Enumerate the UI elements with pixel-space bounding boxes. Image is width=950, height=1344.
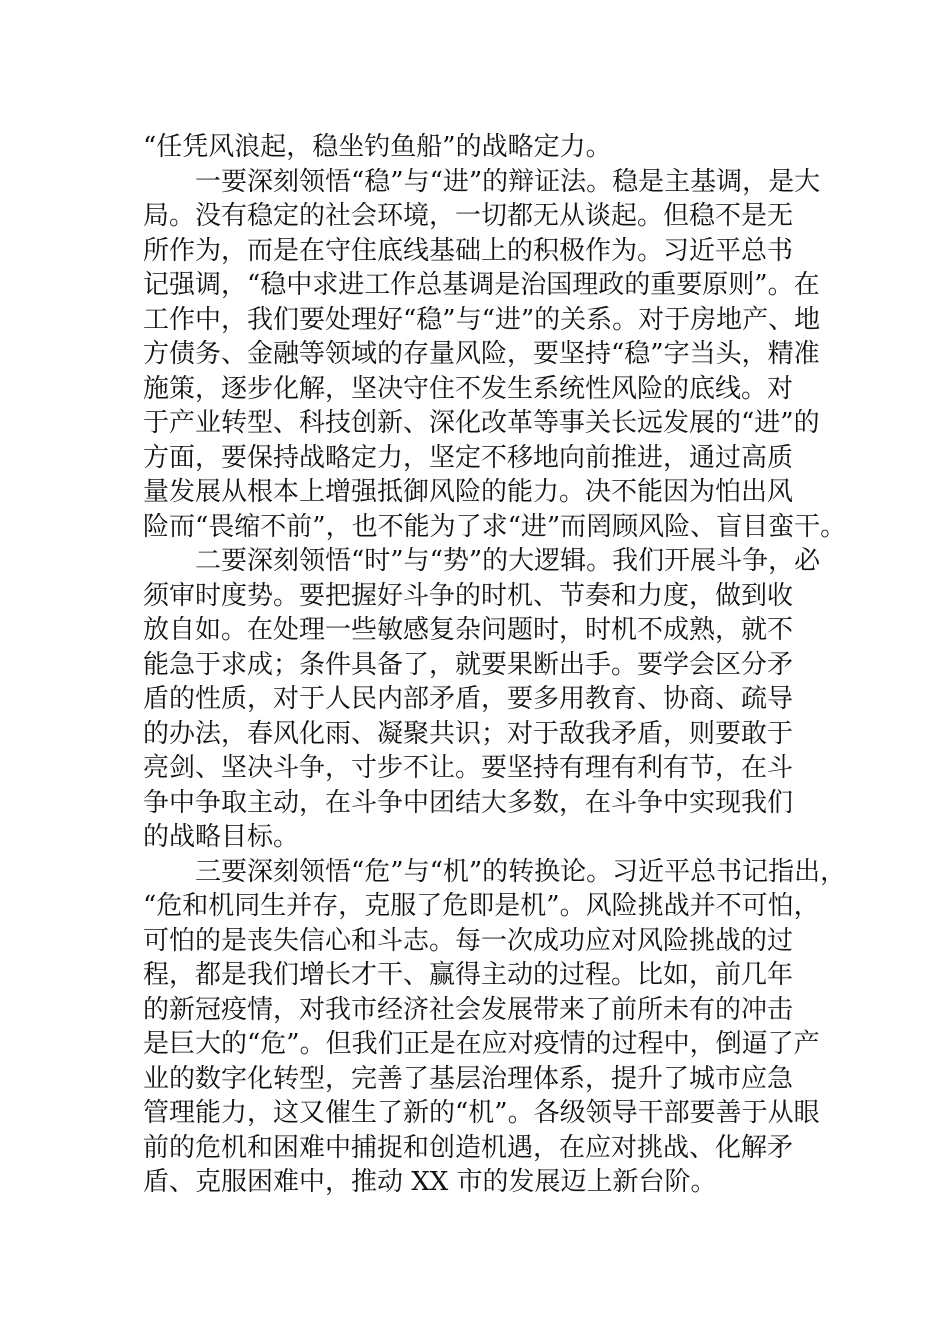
- text-line: 须审时度势。要把握好斗争的时机、节奏和力度，做到收: [143, 580, 794, 611]
- text-line: 险而“畏缩不前”，也不能为了求“进”而罔顾风险、盲目蛮干。: [143, 511, 847, 542]
- text-line: 的办法，春风化雨、凝聚共识；对于敌我矛盾，则要敢于: [143, 718, 794, 749]
- text-line: 量发展从根本上增强抵御风险的能力。决不能因为怕出风: [143, 477, 794, 507]
- paragraph-1-first-line: 一要深刻领悟“稳”与“进”的辩证法。稳是主基调，是大: [195, 166, 821, 197]
- text-line: 业的数字化转型，完善了基层治理体系，提升了城市应急: [143, 1063, 794, 1094]
- text-line: 局。没有稳定的社会环境，一切都无从谈起。但稳不是无: [143, 201, 794, 231]
- text-line: 可怕的是丧失信心和斗志。每一次成功应对风险挑战的过: [143, 925, 794, 956]
- text-line: 争中争取主动，在斗争中团结大多数，在斗争中实现我们: [143, 787, 794, 818]
- text-line: 记强调，“稳中求进工作总基调是治国理政的重要原则”。在: [143, 270, 820, 300]
- text-line: 亮剑、坚决斗争，寸步不让。要坚持有理有利有节，在斗: [143, 753, 794, 783]
- text-line: “危和机同生并存，克服了危即是机”。风险挑战并不可怕，: [143, 891, 820, 921]
- text-line: 所作为，而是在守住底线基础上的积极作为。习近平总书: [143, 235, 794, 266]
- text-line: 管理能力，这又催生了新的“机”。各级领导干部要善于从眼: [143, 1098, 820, 1128]
- text-line: 能急于求成；条件具备了，就要果断出手。要学会区分矛: [143, 649, 794, 680]
- text-line: 的战略目标。: [143, 822, 300, 852]
- text-line: 方债务、金融等领域的存量风险，要坚持“稳”字当头，精准: [143, 339, 820, 369]
- text-line: 是巨大的“危”。但我们正是在应对疫情的过程中，倒逼了产: [143, 1029, 820, 1059]
- text-line: 前的危机和困难中捕捉和创造机遇，在应对挑战、化解矛: [143, 1132, 794, 1163]
- text-line: 于产业转型、科技创新、深化改革等事关长远发展的“进”的: [143, 408, 820, 438]
- text-line: 放自如。在处理一些敏感复杂问题时，时机不成熟，就不: [143, 615, 794, 645]
- text-line: 施策，逐步化解，坚决守住不发生系统性风险的底线。对: [143, 373, 794, 404]
- text-line: 盾的性质，对于人民内部矛盾，要多用教育、协商、疏导: [143, 684, 794, 714]
- paragraph-3-first-line: 三要深刻领悟“危”与“机”的转换论。习近平总书记指出，: [195, 856, 847, 887]
- paragraph-2-first-line: 二要深刻领悟“时”与“势”的大逻辑。我们开展斗争，必: [195, 546, 821, 576]
- text-line: 方面，要保持战略定力，坚定不移地向前推进，通过高质: [143, 442, 794, 473]
- document-body: [143, 130, 847, 1200]
- text-line: 工作中，我们要处理好“稳”与“进”的关系。对于房地产、地: [143, 304, 821, 335]
- text-line: 盾、克服困难中，推动 XX 市的发展迈上新台阶。: [143, 1167, 717, 1197]
- text-line: 程，都是我们增长才干、赢得主动的过程。比如，前几年: [143, 960, 794, 990]
- text-line: “任凭风浪起，稳坐钓鱼船”的战略定力。: [143, 132, 612, 162]
- text-line: 的新冠疫情，对我市经济社会发展带来了前所未有的冲击: [143, 994, 794, 1025]
